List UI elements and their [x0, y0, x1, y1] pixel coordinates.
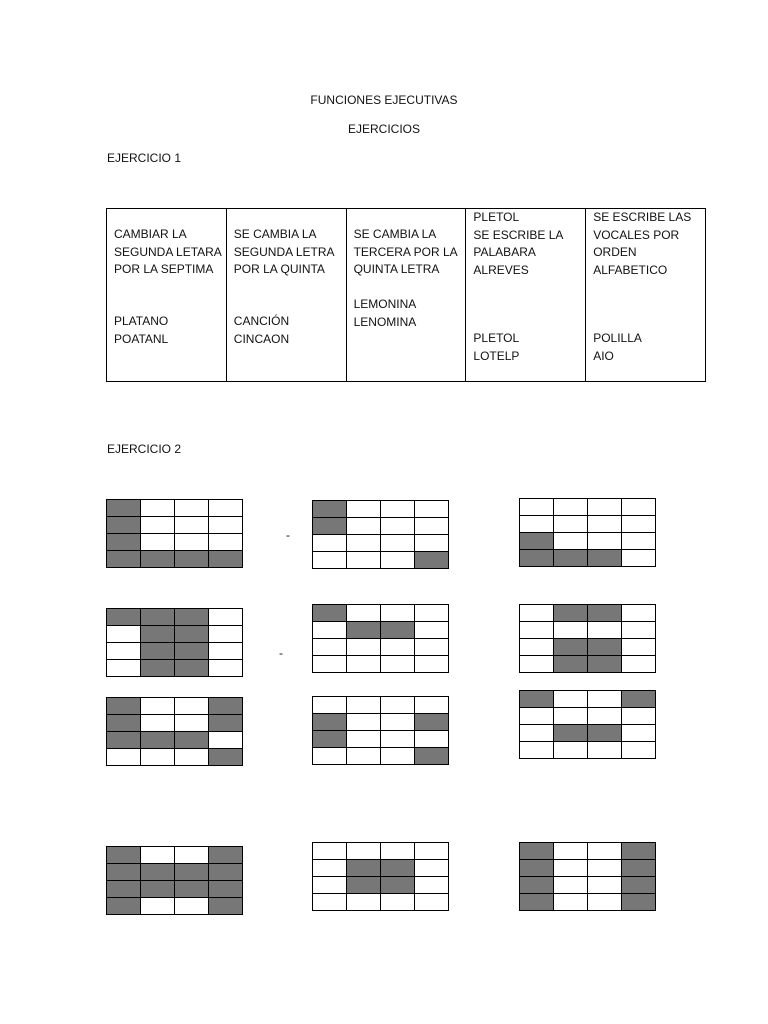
grid-cell-empty: [107, 626, 141, 643]
grid-row: [313, 552, 449, 569]
grid-cell-empty: [520, 708, 554, 725]
grid-cell-filled: [209, 698, 243, 715]
grid-cell-empty: [175, 534, 209, 551]
grid-cell-filled: [313, 518, 347, 535]
grid-row: [107, 698, 243, 715]
grid-cell-empty: [520, 622, 554, 639]
grid-cell-filled: [175, 643, 209, 660]
exercise1-label: EJERCICIO 1: [107, 151, 182, 165]
grid-cell-empty: [141, 898, 175, 915]
grid-cell-empty: [347, 501, 381, 518]
grid-cell-filled: [209, 847, 243, 864]
grid-cell-filled: [588, 550, 622, 567]
grid-cell-empty: [588, 843, 622, 860]
grid-cell-filled: [209, 864, 243, 881]
grid-cell-empty: [381, 714, 415, 731]
grid-cell-empty: [554, 499, 588, 516]
grid-cell-empty: [381, 656, 415, 673]
grid-cell-filled: [107, 898, 141, 915]
grid-cell-filled: [520, 691, 554, 708]
grid-cell-empty: [347, 656, 381, 673]
grid-row: [107, 898, 243, 915]
grid-row: [313, 605, 449, 622]
grid-cell-filled: [520, 877, 554, 894]
grid-cell-empty: [313, 622, 347, 639]
grid-cell-empty: [588, 499, 622, 516]
grid-row: [520, 499, 656, 516]
grid-cell-filled: [175, 551, 209, 568]
grid-cell-empty: [415, 605, 449, 622]
grid-cell-filled: [141, 864, 175, 881]
grid-cell-empty: [347, 535, 381, 552]
grid-cell-filled: [107, 881, 141, 898]
grid-row: [313, 748, 449, 765]
grid-cell-empty: [520, 499, 554, 516]
grid-cell-filled: [588, 639, 622, 656]
grid-cell-filled: [415, 714, 449, 731]
grid-cell-filled: [107, 715, 141, 732]
grid-cell-empty: [622, 605, 656, 622]
grid-cell-filled: [175, 626, 209, 643]
grid-cell-empty: [588, 894, 622, 911]
dash-mark: -: [279, 646, 283, 660]
grid-cell-empty: [175, 715, 209, 732]
grid-cell-empty: [554, 516, 588, 533]
grid-row: [107, 732, 243, 749]
grid-cell-empty: [415, 843, 449, 860]
grid-cell-empty: [588, 742, 622, 759]
grid-cell-empty: [622, 639, 656, 656]
grid-cell-filled: [313, 605, 347, 622]
grid-cell-empty: [622, 725, 656, 742]
grid-cell-empty: [381, 748, 415, 765]
exercise1-column: [107, 209, 226, 381]
grid-cell-empty: [313, 656, 347, 673]
grid-cell-filled: [175, 881, 209, 898]
grid-cell-empty: [554, 894, 588, 911]
pattern-grid: [312, 500, 449, 569]
grid-cell-empty: [381, 697, 415, 714]
grid-cell-filled: [313, 731, 347, 748]
grid-cell-empty: [415, 656, 449, 673]
grid-row: [520, 877, 656, 894]
grid-cell-empty: [588, 691, 622, 708]
grid-cell-empty: [381, 518, 415, 535]
grid-cell-empty: [381, 843, 415, 860]
grid-cell-filled: [209, 749, 243, 766]
grid-cell-empty: [175, 898, 209, 915]
grid-row: [313, 622, 449, 639]
grid-cell-filled: [175, 660, 209, 677]
grid-cell-empty: [175, 517, 209, 534]
grid-cell-empty: [381, 535, 415, 552]
pattern-grid: [519, 690, 656, 759]
grid-cell-filled: [381, 860, 415, 877]
grid-cell-empty: [141, 517, 175, 534]
grid-row: [107, 864, 243, 881]
grid-cell-empty: [175, 847, 209, 864]
grid-cell-empty: [175, 749, 209, 766]
grid-cell-filled: [107, 517, 141, 534]
grid-cell-filled: [107, 698, 141, 715]
grid-cell-filled: [554, 725, 588, 742]
grid-row: [107, 749, 243, 766]
grid-cell-filled: [107, 732, 141, 749]
grid-cell-empty: [554, 691, 588, 708]
grid-cell-empty: [313, 748, 347, 765]
grid-cell-empty: [347, 639, 381, 656]
grid-cell-empty: [347, 552, 381, 569]
grid-cell-filled: [520, 550, 554, 567]
grid-cell-filled: [347, 622, 381, 639]
grid-cell-empty: [141, 715, 175, 732]
grid-cell-filled: [588, 725, 622, 742]
grid-cell-filled: [415, 552, 449, 569]
grid-cell-empty: [622, 742, 656, 759]
grid-cell-filled: [347, 860, 381, 877]
grid-cell-empty: [622, 516, 656, 533]
grid-cell-empty: [588, 877, 622, 894]
grid-cell-filled: [622, 691, 656, 708]
exercise1-example: POLILLA AIO: [593, 331, 642, 363]
grid-cell-empty: [554, 708, 588, 725]
grid-cell-empty: [588, 533, 622, 550]
grid-cell-empty: [588, 622, 622, 639]
grid-cell-empty: [415, 501, 449, 518]
grid-cell-filled: [520, 843, 554, 860]
grid-cell-filled: [175, 864, 209, 881]
grid-cell-empty: [381, 731, 415, 748]
grid-cell-empty: [313, 639, 347, 656]
grid-row: [520, 860, 656, 877]
grid-cell-filled: [107, 847, 141, 864]
pattern-grid: [106, 499, 243, 568]
exercise1-example: LEMONINA LENOMINA: [353, 297, 417, 329]
grid-row: [520, 656, 656, 673]
grid-cell-filled: [554, 656, 588, 673]
grid-cell-empty: [622, 550, 656, 567]
grid-cell-filled: [209, 898, 243, 915]
grid-cell-empty: [381, 894, 415, 911]
grid-cell-empty: [381, 605, 415, 622]
grid-cell-empty: [415, 894, 449, 911]
grid-cell-filled: [209, 551, 243, 568]
grid-cell-empty: [209, 626, 243, 643]
grid-cell-empty: [554, 860, 588, 877]
grid-row: [313, 894, 449, 911]
grid-row: [107, 517, 243, 534]
grid-cell-empty: [141, 847, 175, 864]
pattern-grid: [519, 604, 656, 673]
dash-mark: -: [286, 528, 290, 542]
grid-cell-filled: [554, 605, 588, 622]
grid-row: [313, 843, 449, 860]
grid-cell-filled: [554, 550, 588, 567]
grid-cell-filled: [347, 877, 381, 894]
grid-cell-empty: [415, 622, 449, 639]
grid-cell-empty: [415, 639, 449, 656]
exercise1-instruction: SE ESCRIBE LAS VOCALES POR ORDEN ALFABETICO: [593, 210, 692, 277]
grid-cell-empty: [209, 517, 243, 534]
grid-row: [520, 639, 656, 656]
pattern-grid: [519, 842, 656, 911]
grid-cell-filled: [107, 500, 141, 517]
grid-cell-filled: [107, 551, 141, 568]
exercise1-example: PLETOL LOTELP: [473, 331, 520, 363]
grid-cell-empty: [415, 877, 449, 894]
grid-row: [520, 622, 656, 639]
grid-cell-empty: [588, 708, 622, 725]
grid-cell-empty: [520, 656, 554, 673]
grid-cell-filled: [141, 732, 175, 749]
grid-cell-empty: [107, 660, 141, 677]
grid-cell-empty: [209, 534, 243, 551]
exercise1-instruction: SE CAMBIA LA TERCERA POR LA QUINTA LETRA: [353, 227, 458, 276]
grid-cell-empty: [588, 516, 622, 533]
grid-cell-filled: [520, 860, 554, 877]
pattern-grid: [312, 842, 449, 911]
pattern-grid: [106, 697, 243, 766]
grid-cell-empty: [415, 697, 449, 714]
grid-cell-empty: [175, 500, 209, 517]
grid-row: [313, 518, 449, 535]
pattern-grid: [106, 608, 243, 677]
grid-row: [520, 742, 656, 759]
grid-row: [107, 551, 243, 568]
grid-row: [313, 877, 449, 894]
grid-cell-empty: [347, 697, 381, 714]
grid-row: [107, 643, 243, 660]
grid-cell-filled: [175, 732, 209, 749]
exercise1-instruction: CAMBIAR LA SEGUNDA LETARA POR LA SEPTIMA: [114, 227, 222, 276]
grid-cell-empty: [209, 609, 243, 626]
grid-cell-empty: [554, 843, 588, 860]
grid-row: [107, 500, 243, 517]
grid-cell-empty: [209, 643, 243, 660]
pattern-grid: [106, 846, 243, 915]
exercise1-table: [106, 208, 706, 382]
grid-cell-empty: [381, 501, 415, 518]
grid-row: [520, 708, 656, 725]
pattern-grid: [312, 696, 449, 765]
grid-cell-filled: [107, 864, 141, 881]
grid-cell-filled: [141, 881, 175, 898]
grid-cell-empty: [107, 643, 141, 660]
grid-cell-empty: [622, 622, 656, 639]
exercise1-instruction: PLETOL SE ESCRIBE LA PALABARA ALREVES: [473, 210, 564, 277]
grid-cell-empty: [141, 500, 175, 517]
grid-cell-empty: [381, 639, 415, 656]
pattern-grid: [519, 498, 656, 567]
grid-row: [313, 714, 449, 731]
grid-cell-empty: [622, 708, 656, 725]
grid-cell-filled: [588, 656, 622, 673]
grid-cell-empty: [347, 843, 381, 860]
grid-row: [520, 516, 656, 533]
grid-cell-filled: [622, 843, 656, 860]
grid-cell-filled: [313, 714, 347, 731]
grid-cell-empty: [141, 698, 175, 715]
grid-row: [520, 533, 656, 550]
grid-cell-empty: [415, 535, 449, 552]
grid-cell-empty: [313, 877, 347, 894]
grid-cell-empty: [209, 732, 243, 749]
grid-row: [107, 534, 243, 551]
grid-cell-empty: [415, 518, 449, 535]
grid-cell-empty: [313, 843, 347, 860]
grid-cell-empty: [141, 749, 175, 766]
grid-row: [107, 660, 243, 677]
grid-cell-filled: [313, 501, 347, 518]
grid-row: [313, 639, 449, 656]
grid-cell-filled: [381, 877, 415, 894]
grid-cell-filled: [175, 609, 209, 626]
grid-cell-filled: [622, 860, 656, 877]
grid-cell-empty: [347, 731, 381, 748]
grid-cell-empty: [520, 605, 554, 622]
grid-cell-empty: [520, 742, 554, 759]
grid-cell-empty: [520, 725, 554, 742]
exercise1-instruction: SE CAMBIA LA SEGUNDA LETRA POR LA QUINTA: [233, 227, 335, 276]
grid-row: [107, 881, 243, 898]
grid-cell-filled: [520, 894, 554, 911]
grid-cell-empty: [554, 533, 588, 550]
grid-row: [520, 691, 656, 708]
page-title: FUNCIONES EJECUTIVAS: [310, 93, 458, 107]
grid-row: [313, 860, 449, 877]
grid-cell-empty: [347, 714, 381, 731]
grid-cell-empty: [313, 552, 347, 569]
grid-row: [107, 609, 243, 626]
grid-cell-empty: [622, 499, 656, 516]
grid-cell-empty: [313, 535, 347, 552]
grid-cell-filled: [554, 639, 588, 656]
grid-cell-empty: [175, 698, 209, 715]
exercise1-example: CANCIÓN CINCAON: [233, 314, 290, 346]
grid-cell-empty: [554, 742, 588, 759]
grid-cell-empty: [313, 697, 347, 714]
grid-cell-empty: [347, 518, 381, 535]
grid-cell-filled: [141, 626, 175, 643]
grid-cell-filled: [622, 877, 656, 894]
grid-cell-filled: [520, 533, 554, 550]
grid-cell-empty: [313, 860, 347, 877]
grid-cell-empty: [622, 533, 656, 550]
grid-row: [313, 697, 449, 714]
exercise1-column: [465, 209, 585, 381]
grid-cell-filled: [415, 748, 449, 765]
grid-cell-empty: [347, 748, 381, 765]
grid-cell-empty: [107, 749, 141, 766]
grid-row: [107, 847, 243, 864]
grid-cell-empty: [415, 860, 449, 877]
grid-cell-empty: [381, 552, 415, 569]
grid-row: [313, 731, 449, 748]
grid-cell-empty: [588, 860, 622, 877]
grid-row: [313, 656, 449, 673]
grid-cell-filled: [141, 609, 175, 626]
grid-cell-filled: [107, 534, 141, 551]
grid-row: [520, 605, 656, 622]
grid-cell-empty: [554, 622, 588, 639]
exercise1-column: [346, 209, 466, 381]
exercise1-example: PLATANO POATANL: [114, 314, 169, 346]
grid-cell-filled: [141, 643, 175, 660]
exercise2-label: EJERCICIO 2: [107, 442, 182, 456]
grid-cell-empty: [347, 894, 381, 911]
page-subtitle: EJERCICIOS: [347, 122, 420, 136]
grid-row: [107, 626, 243, 643]
grid-cell-filled: [381, 622, 415, 639]
grid-cell-empty: [520, 639, 554, 656]
grid-cell-empty: [520, 516, 554, 533]
grid-cell-empty: [209, 660, 243, 677]
grid-cell-filled: [588, 605, 622, 622]
grid-cell-filled: [107, 609, 141, 626]
grid-row: [107, 715, 243, 732]
grid-row: [520, 843, 656, 860]
grid-cell-filled: [141, 660, 175, 677]
exercise1-column: [585, 209, 705, 381]
grid-row: [520, 550, 656, 567]
grid-cell-empty: [347, 605, 381, 622]
exercise1-column: [226, 209, 346, 381]
grid-cell-empty: [313, 894, 347, 911]
grid-cell-empty: [141, 534, 175, 551]
grid-cell-filled: [622, 894, 656, 911]
pattern-grid: [312, 604, 449, 673]
grid-row: [313, 501, 449, 518]
grid-cell-empty: [209, 500, 243, 517]
grid-cell-filled: [209, 715, 243, 732]
grid-row: [520, 894, 656, 911]
grid-cell-filled: [141, 551, 175, 568]
grid-cell-empty: [415, 731, 449, 748]
grid-cell-empty: [554, 877, 588, 894]
grid-cell-empty: [622, 656, 656, 673]
grid-row: [520, 725, 656, 742]
grid-row: [313, 535, 449, 552]
grid-cell-filled: [209, 881, 243, 898]
